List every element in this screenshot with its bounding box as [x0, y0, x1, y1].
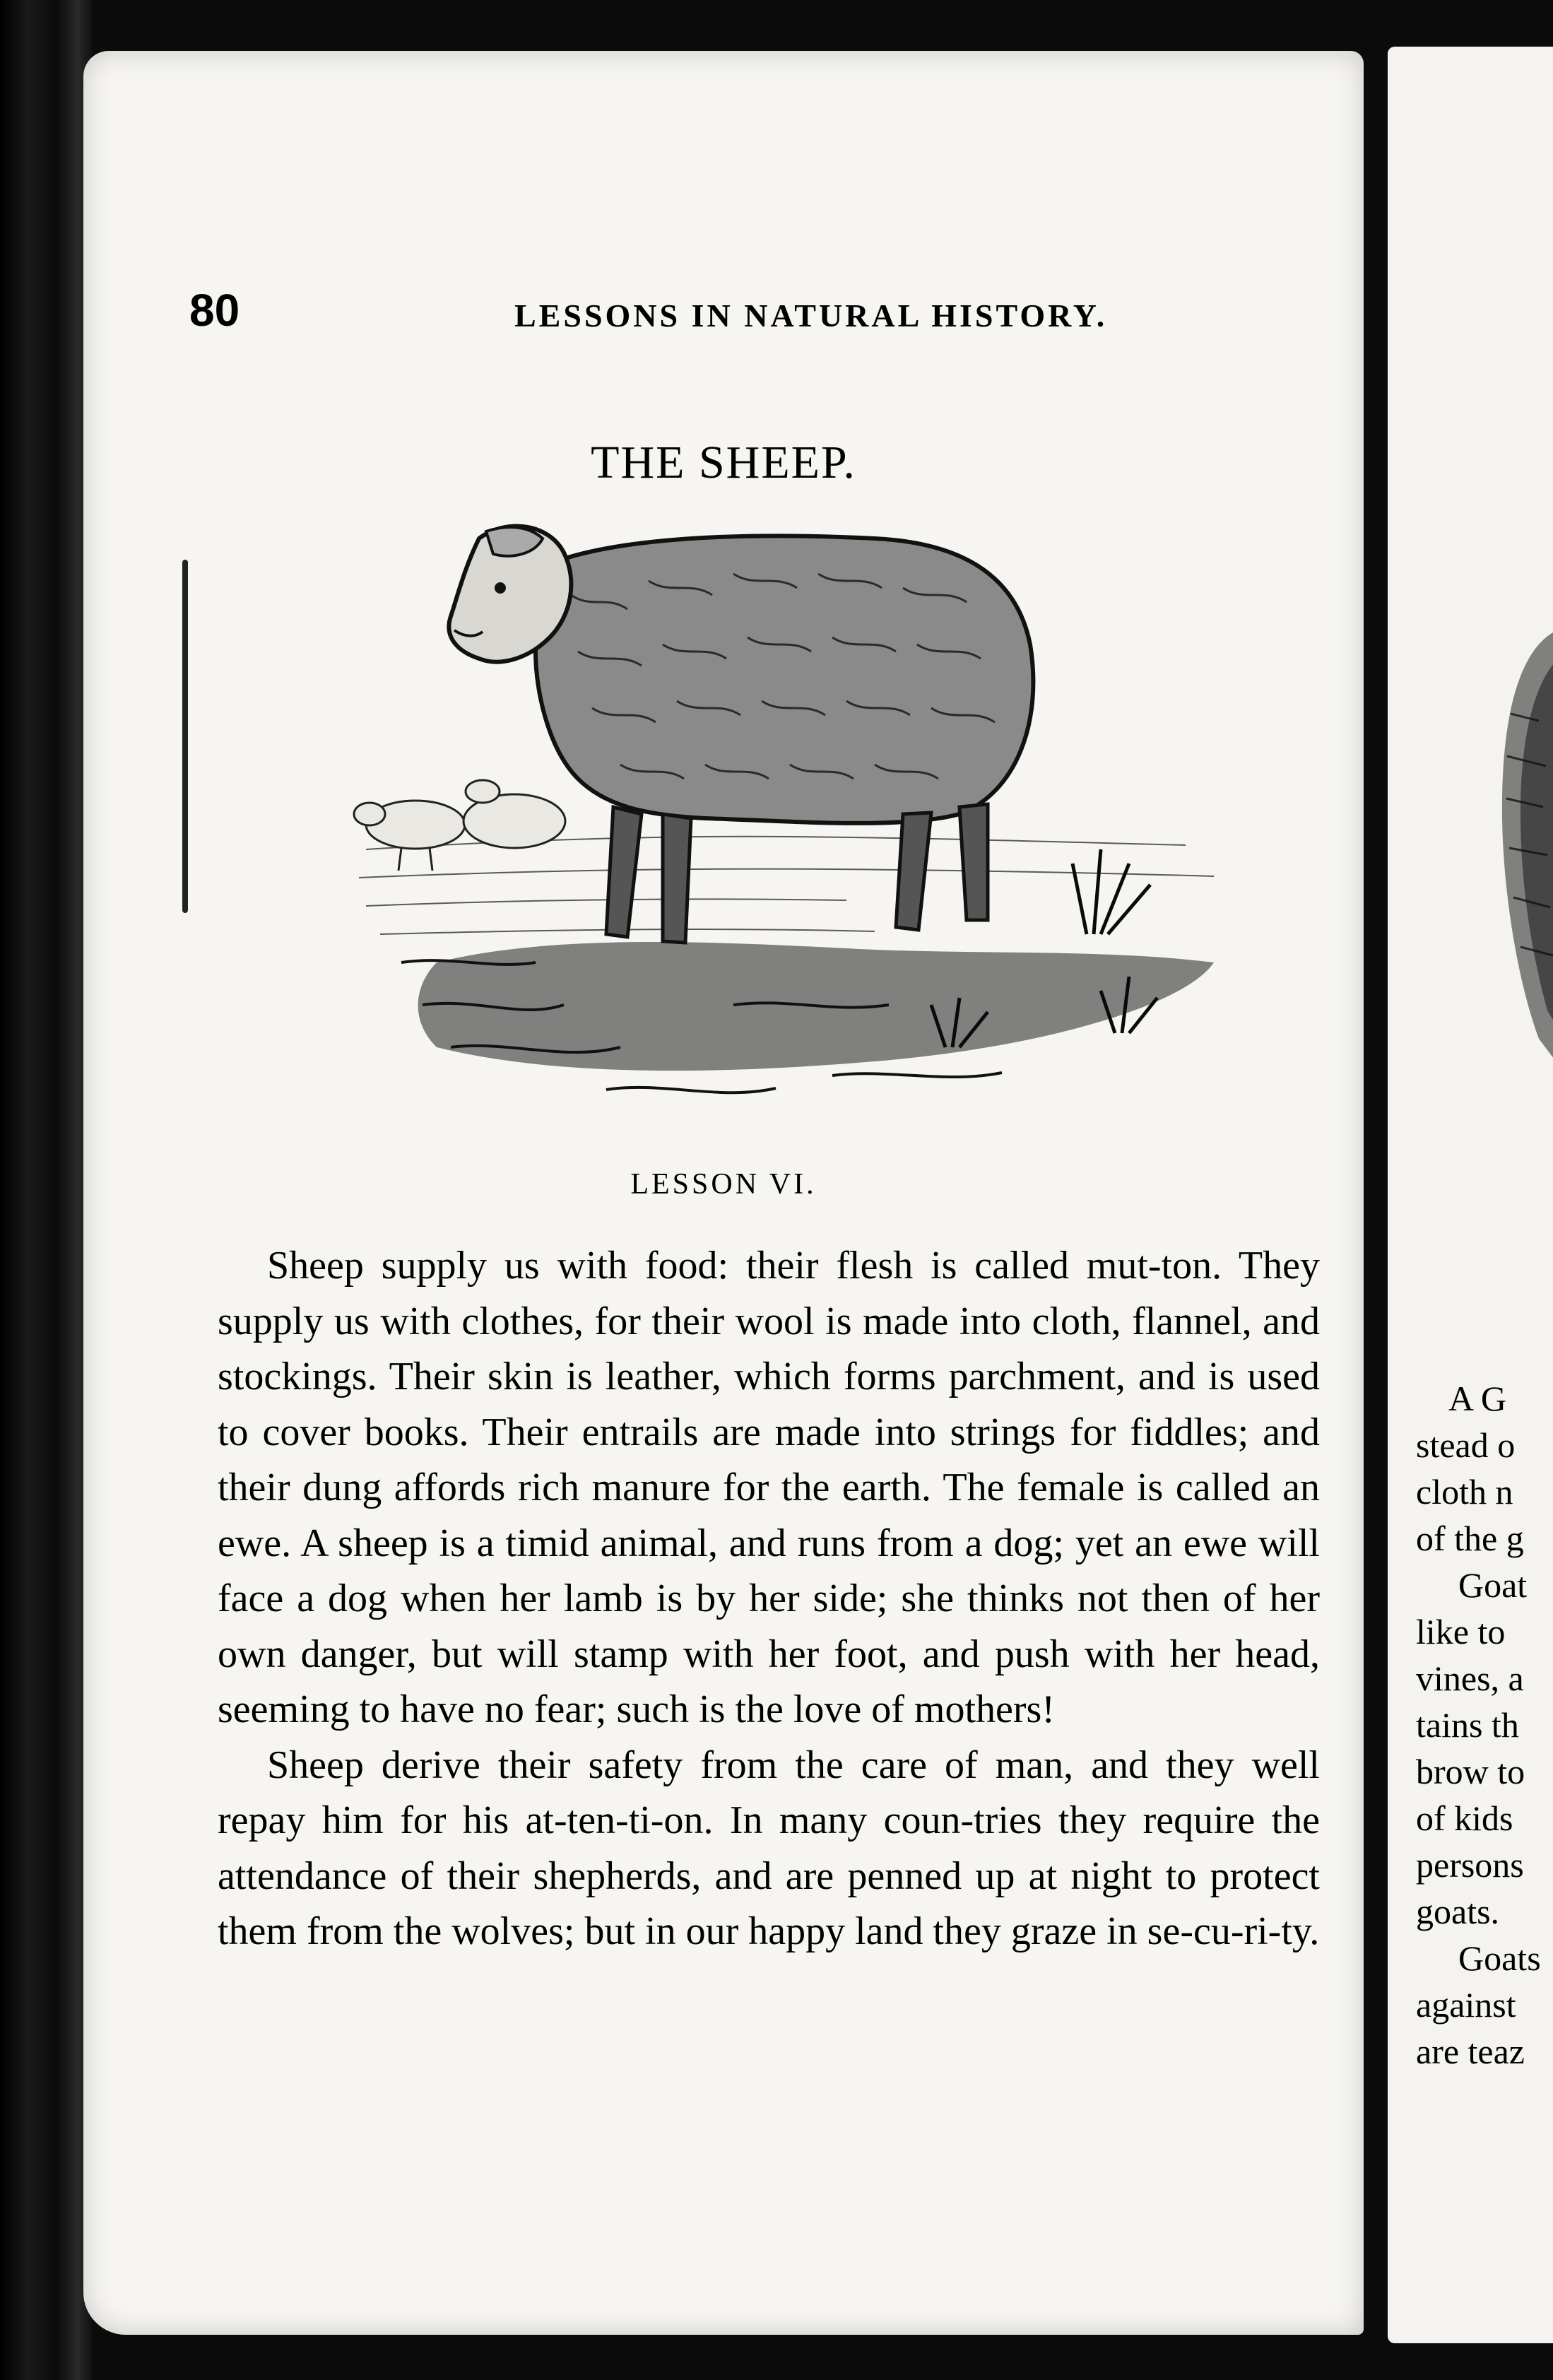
running-head: LESSONS IN NATURAL HISTORY. [514, 298, 1108, 334]
lesson-body [218, 1238, 1320, 1960]
paragraph: Sheep supply us with food: their flesh is called mut-ton. They supply us with clothes, for their wool is made into cloth, flannel, and stockings. Their skin is leather, which forms parchment, and is used to cover books. Their entrails are made into strings for fiddles; and their dung affords rich manure for the earth. The female is called an ewe. A sheep is a timid animal, and runs from a dog; yet an ewe will face a dog when her lamb is by her side; she thinks not then of her own danger, but will stamp with her foot, and push with her head, seeming to have no fear; such is the love of mothers! [218, 1244, 1320, 1731]
right-line: are teaz [1416, 2032, 1525, 2071]
right-line: stead o [1416, 1425, 1516, 1465]
page-margin-mark [182, 560, 188, 913]
right-line: persons [1416, 1845, 1524, 1885]
right-page-text-fragment [1416, 1375, 1553, 2075]
right-line: brow to [1416, 1752, 1525, 1791]
right-line: of kids [1416, 1798, 1513, 1838]
page-header [189, 284, 1179, 369]
right-line: like to [1416, 1612, 1506, 1651]
right-line: against [1416, 1985, 1516, 2025]
right-line: of the g [1416, 1519, 1524, 1558]
distant-sheep-icon [354, 780, 565, 871]
right-line: cloth n [1416, 1472, 1513, 1512]
right-page-illustration-fragment [1496, 615, 1553, 1095]
main-sheep-icon [449, 526, 1033, 943]
chapter-title: THE SHEEP. [591, 437, 856, 488]
book-spine [0, 0, 92, 2380]
right-line: Goat [1458, 1565, 1528, 1605]
lesson-label: LESSON VI. [630, 1168, 817, 1201]
right-line: Goats [1458, 1938, 1541, 1978]
sheep-engraving-icon [338, 510, 1285, 1139]
page-number: 80 [189, 285, 240, 336]
right-line: goats. [1416, 1892, 1500, 1931]
paragraph: Sheep derive their safety from the care of man, and they well repay him for his at-ten-ti-on. In many coun-tries they require the attendance of their shepherds, and are penned up at night to protect them from the wolves; but in our happy land they graze in se-cu-ri-ty. [218, 1743, 1320, 1953]
right-line: tains th [1416, 1705, 1519, 1745]
right-line: vines, a [1416, 1659, 1524, 1698]
right-line: A G [1448, 1379, 1506, 1418]
left-page [83, 51, 1364, 2335]
